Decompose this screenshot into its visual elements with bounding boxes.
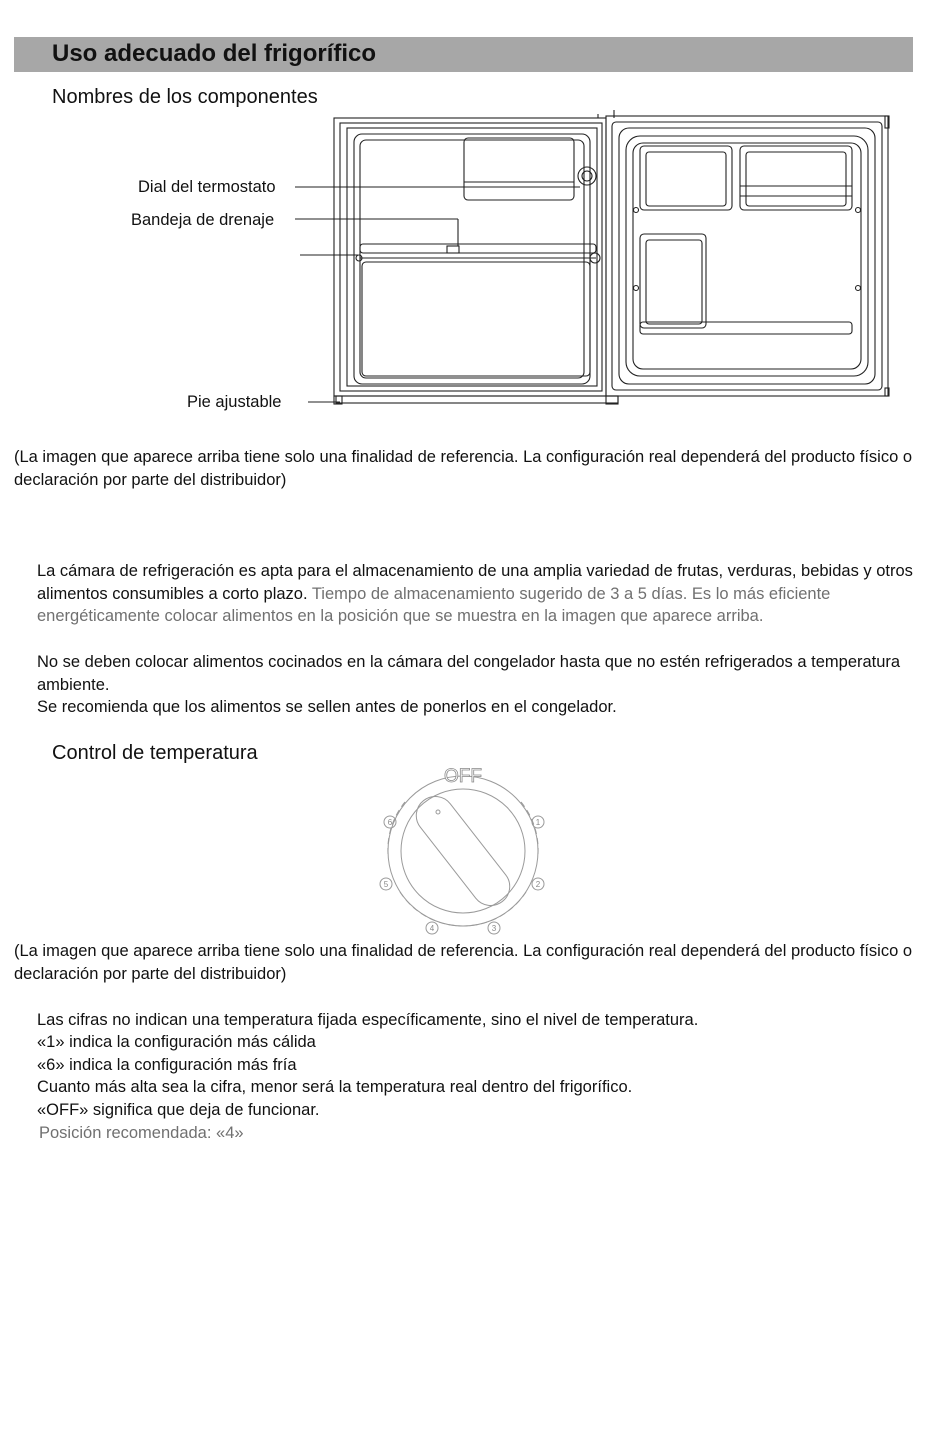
- adjustable-foot-label: Pie ajustable: [187, 393, 282, 411]
- storage-paragraph-2: No se deben colocar alimentos cocinados en la cámara del congelador hasta que no estén refrigerados a temperatura ambiente.: [37, 653, 901, 694]
- explanation-line-1: Las cifras no indican una temperatura fijada específicamente, sino el nivel de temperatura.: [37, 1011, 699, 1029]
- thermostat-dial-label: Dial del termostato: [138, 178, 276, 196]
- dial-number-3: 3: [491, 924, 497, 933]
- explanation-line-3: «6» indica la configuración más fría: [37, 1056, 297, 1074]
- storage-text-b: Tiempo de almacenamiento sugerido de 3 a 5 días. Es lo más eficiente energéticamente colocar alimentos en la posición que se muestra en la imagen que aparece arriba.: [37, 584, 831, 625]
- page-title: Uso adecuado del frigorífico: [52, 40, 377, 67]
- dial-number-2: 2: [535, 880, 541, 889]
- recommended-position: Posición recomendada: «4»: [39, 1124, 244, 1142]
- dial-number-5: 5: [383, 880, 389, 889]
- storage-paragraph-1: [37, 560, 917, 628]
- storage-paragraph-3: Se recomienda que los alimentos se sellen antes de ponerlos en el congelador.: [37, 698, 617, 716]
- components-heading: Nombres de los componentes: [52, 86, 318, 108]
- dial-number-1: 1: [535, 818, 541, 827]
- explanation-line-4: Cuanto más alta sea la cifra, menor será la temperatura real dentro del frigorífico.: [37, 1078, 633, 1096]
- storage-text-a: La cámara de refrigeración es apta para el almacenamiento de una amplia variedad de frutas, verduras, bebidas y otros alimentos consumibles a corto plazo.: [37, 562, 913, 603]
- dial-off-label: OFF: [444, 766, 482, 787]
- temperature-heading: Control de temperatura: [52, 742, 258, 764]
- drip-tray-label: Bandeja de drenaje: [131, 211, 275, 229]
- thermostat-dial-illustration: [370, 762, 570, 942]
- explanation-line-5: «OFF» significa que deja de funcionar.: [37, 1101, 320, 1119]
- reference-note-2: (La imagen que aparece arriba tiene solo una finalidad de referencia. La configuración real dependerá del producto físico o declaración por parte del distribuidor): [14, 942, 913, 983]
- dial-number-6: 6: [387, 818, 393, 827]
- explanation-line-2: «1» indica la configuración más cálida: [37, 1033, 316, 1051]
- dial-number-4: 4: [429, 924, 435, 933]
- reference-note: (La imagen que aparece arriba tiene solo una finalidad de referencia. La configuración real dependerá del producto físico o declaración por parte del distribuidor): [14, 448, 913, 489]
